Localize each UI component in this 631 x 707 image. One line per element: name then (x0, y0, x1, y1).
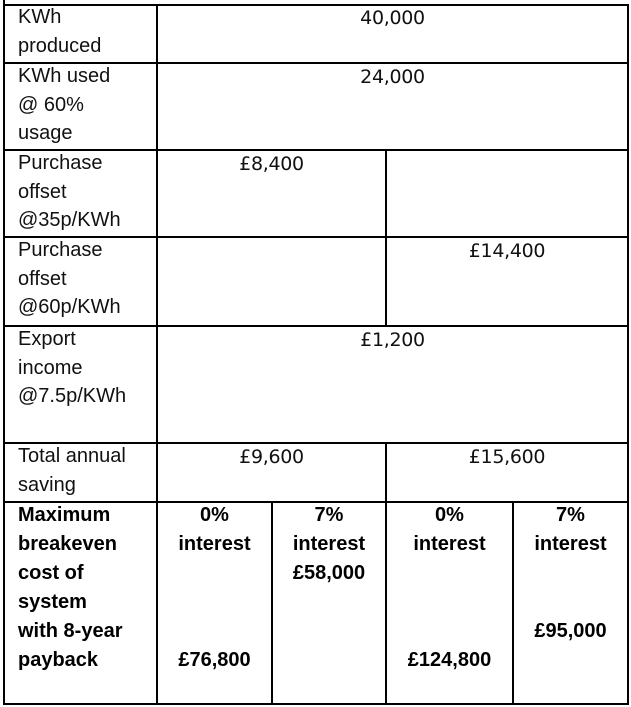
label-line: offset (18, 180, 67, 203)
label-line: produced (18, 34, 102, 57)
breakeven-60p-7pct (514, 501, 627, 703)
label-line: Purchase (18, 239, 103, 261)
export-income-value: £1,200 (360, 329, 425, 351)
label-line: Purchase (18, 152, 103, 174)
label-line: Maximum (18, 504, 111, 526)
table-border-bottom (3, 703, 629, 705)
label-line: Total annual (18, 445, 126, 467)
breakeven-value: £76,800 (178, 649, 251, 671)
row-label-export-income (5, 325, 156, 442)
row-label-breakeven (5, 501, 156, 703)
breakeven-35p-0pct (158, 501, 271, 703)
label-line: @60p/KWh (18, 296, 121, 318)
breakeven-60p-0pct (387, 501, 512, 703)
total-saving-35p-value: £9,600 (239, 446, 304, 468)
interest-word: interest (534, 533, 607, 555)
breakeven-value: £124,800 (407, 649, 492, 671)
label-line: usage (18, 122, 73, 144)
row-label-kwh-produced (5, 3, 156, 62)
label-line: KWh used (18, 65, 111, 87)
interest-word: interest (292, 533, 366, 555)
interest-rate: 0% (200, 504, 229, 526)
interest-word: interest (178, 533, 251, 555)
breakeven-value: £95,000 (534, 620, 607, 642)
label-line: payback (18, 649, 99, 671)
breakeven-value: £58,000 (292, 562, 366, 584)
row-label-offset-35p (5, 149, 156, 236)
label-line: saving (18, 473, 76, 496)
label-line: offset (18, 267, 67, 290)
label-line: breakeven (18, 533, 117, 555)
row-label-offset-60p (5, 236, 156, 325)
total-saving-60p-value: £15,600 (468, 446, 546, 468)
row-label-total-saving (5, 442, 156, 501)
interest-rate: 0% (435, 504, 464, 526)
label-line: system (18, 591, 87, 613)
interest-rate: 7% (556, 504, 585, 526)
label-line: KWh (18, 6, 62, 28)
label-line: income (18, 356, 83, 379)
kwh-produced-value: 40,000 (360, 7, 425, 29)
offset-60p-value: £14,400 (468, 240, 546, 262)
label-line: Export (18, 328, 76, 350)
table-border-right (627, 4, 629, 705)
label-line: with 8-year (18, 620, 123, 642)
interest-rate: 7% (314, 504, 344, 526)
label-line: @7.5p/KWh (18, 385, 127, 407)
breakeven-35p-7pct (273, 501, 385, 703)
kwh-used-value: 24,000 (360, 66, 425, 88)
offset-35p-value: £8,400 (239, 153, 304, 175)
label-line: cost of (18, 562, 84, 584)
row-label-kwh-used (5, 62, 156, 149)
label-line: @ 60% (18, 93, 84, 116)
interest-word: interest (413, 533, 486, 555)
label-line: @35p/KWh (18, 209, 121, 231)
